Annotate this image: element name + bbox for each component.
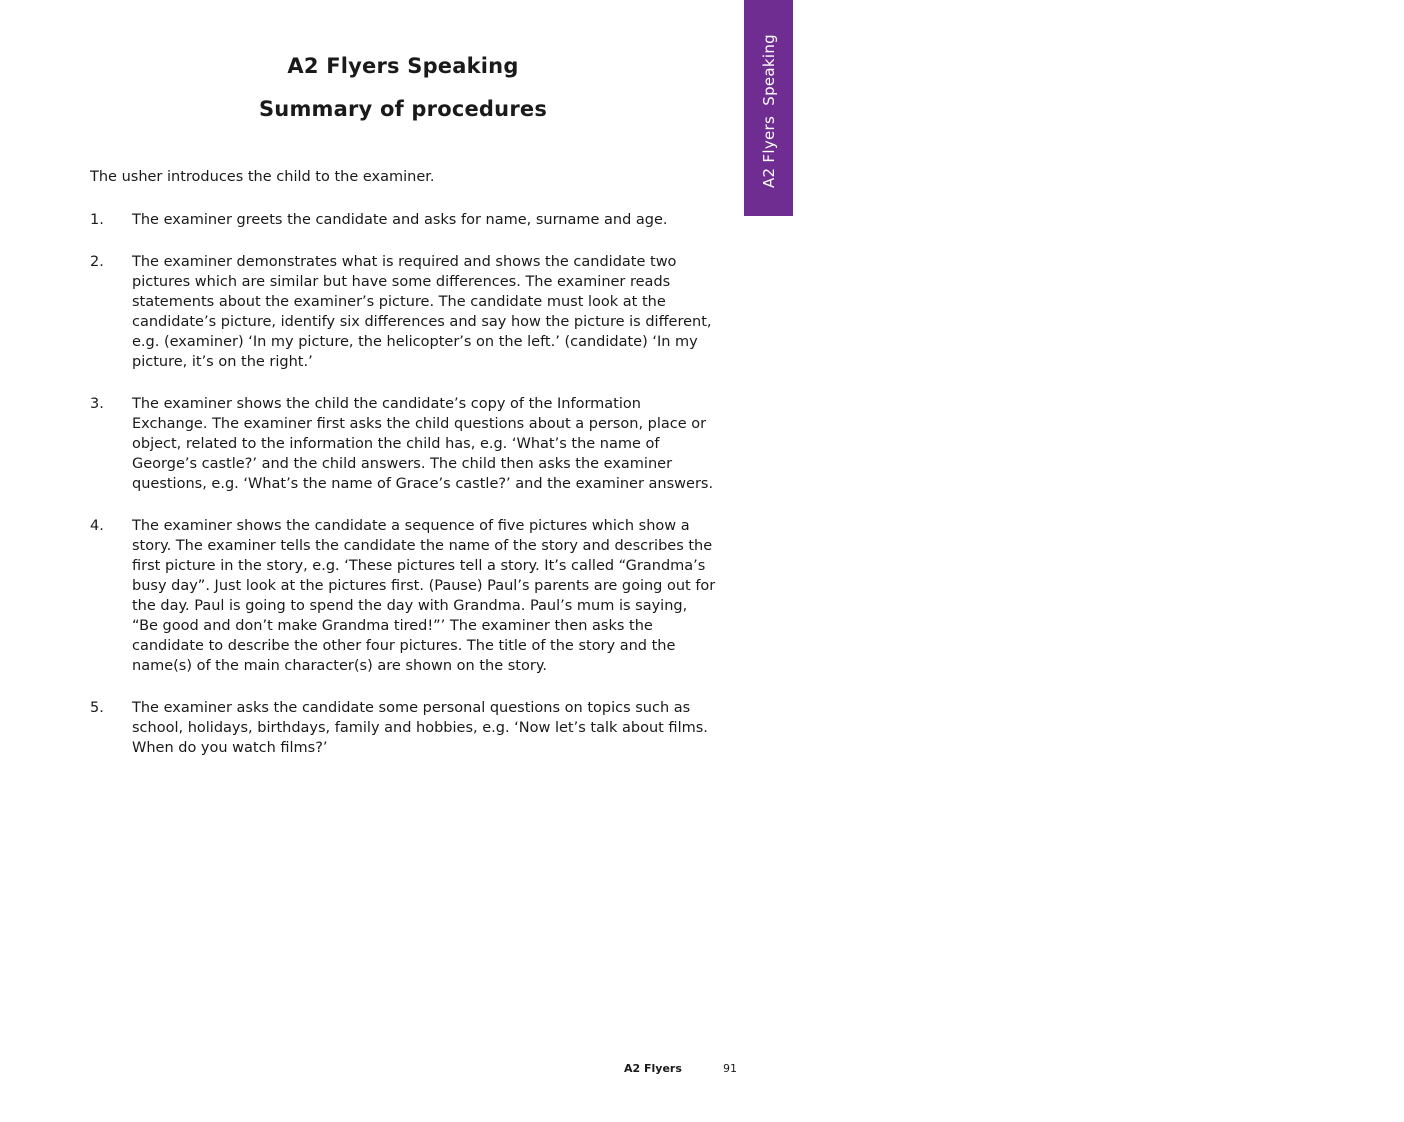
- procedure-text: The examiner asks the candidate some personal questions on topics such as school, holidays, birthdays, family and hobbies, e.g. ‘Now let’s talk about films. When do you watch films?’: [132, 700, 708, 756]
- procedure-text: The examiner shows the candidate a sequence of five pictures which show a story. The examiner tells the candidate the name of the story and describes the first picture in the story, e.g. ‘These pictures tell a story. It’s called “Grandma’s busy day”. Just look at the pictures first. (Pause) Paul’s parents are going out for the day. Paul is going to spend the day with Grandma. Paul’s mum is saying, “Be good and don’t make Grandma tired!”’ The examiner then asks the candidate to describe the other four pictures. The title of the story and the name(s) of the main character(s) are shown on the story.: [132, 518, 716, 674]
- procedure-text: The examiner demonstrates what is required and shows the candidate two pictures which are similar but have some differences. The examiner reads statements about the examiner’s picture. The candidate must look at the candidate’s picture, identify six differences and say how the picture is different, e.g. (examiner) ‘In my picture, the helicopter’s on the left.’ (candidate) ‘In my picture, it’s on the right.’: [132, 254, 712, 370]
- page-number: 91: [723, 1062, 737, 1075]
- procedure-item: [90, 210, 730, 230]
- footer-label: A2 Flyers: [624, 1062, 682, 1075]
- procedure-list: [90, 210, 730, 780]
- procedure-number: 1.: [90, 212, 104, 228]
- page-title: A2 Flyers Speaking: [287, 54, 519, 78]
- procedure-number: 3.: [90, 396, 104, 412]
- procedure-number: 5.: [90, 700, 104, 716]
- procedure-text: The examiner shows the child the candidate’s copy of the Information Exchange. The examiner first asks the child questions about a person, place or object, related to the information the child has, e.g. ‘What’s the name of George’s castle?’ and the child answers. The child then asks the examiner questions, e.g. ‘What’s the name of Grace’s castle?’ and the examiner answers.: [132, 396, 714, 492]
- page-footer: [600, 1062, 740, 1078]
- page-subtitle: Summary of procedures: [258, 97, 548, 121]
- procedure-number: 2.: [90, 254, 104, 270]
- procedure-item: [90, 698, 730, 758]
- intro-paragraph: The usher introduces the child to the examiner.: [90, 169, 435, 185]
- section-side-tab: [744, 0, 793, 216]
- procedure-text: The examiner greets the candidate and asks for name, surname and age.: [132, 212, 668, 228]
- section-side-tab-label: A2 Flyers Speaking: [759, 34, 778, 189]
- procedure-item: [90, 394, 730, 494]
- procedure-item: [90, 516, 730, 676]
- procedure-item: [90, 252, 730, 372]
- procedure-number: 4.: [90, 518, 104, 534]
